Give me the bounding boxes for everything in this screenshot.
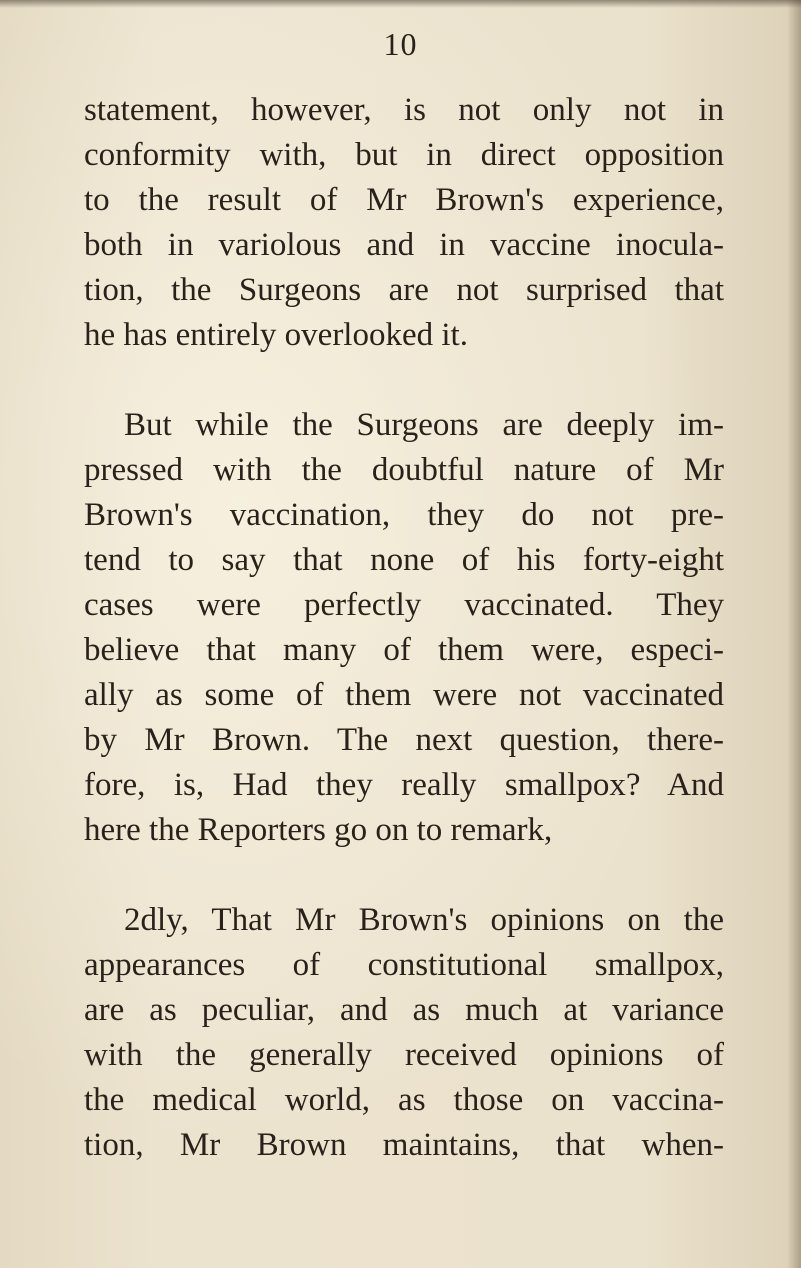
text-line: the medical world, as those on vaccina-	[84, 1082, 724, 1118]
text-line: are as peculiar, and as much at variance	[84, 992, 724, 1028]
text-line: to the result of Mr Brown's experience,	[84, 182, 724, 218]
text-line: he has entirely overlooked it.	[84, 317, 468, 353]
text-line: statement, however, is not only not in	[84, 92, 724, 128]
page-top-edge	[0, 0, 801, 8]
text-line: 2dly, That Mr Brown's opinions on the	[124, 902, 724, 938]
page-number: 10	[383, 26, 418, 62]
paragraph-3	[84, 898, 724, 1168]
paragraph-1	[84, 88, 724, 358]
page-spine-shadow	[787, 0, 801, 1268]
text-line: conformity with, but in direct opposition	[84, 137, 724, 173]
text-line: Brown's vaccination, they do not pre-	[84, 497, 724, 533]
text-line: tion, the Surgeons are not surprised that	[84, 272, 724, 308]
text-line: appearances of constitutional smallpox,	[84, 947, 724, 983]
text-line: tion, Mr Brown maintains, that when-	[84, 1127, 724, 1163]
text-line: believe that many of them were, especi-	[84, 632, 724, 668]
text-line: ally as some of them were not vaccinated	[84, 677, 724, 713]
text-line: fore, is, Had they really smallpox? And	[84, 767, 724, 803]
text-line: with the generally received opinions of	[84, 1037, 724, 1073]
text-line: pressed with the doubtful nature of Mr	[84, 452, 724, 488]
text-line: But while the Surgeons are deeply im-	[124, 407, 724, 443]
text-line: tend to say that none of his forty-eight	[84, 542, 724, 578]
text-line: here the Reporters go on to remark,	[84, 812, 553, 848]
paragraph-2	[84, 403, 724, 853]
text-line: by Mr Brown. The next question, there-	[84, 722, 724, 758]
text-line: both in variolous and in vaccine inocula-	[84, 227, 724, 263]
paragraph-gap	[84, 358, 724, 403]
text-line: cases were perfectly vaccinated. They	[84, 587, 724, 623]
paragraph-gap	[84, 853, 724, 898]
body-text	[84, 88, 724, 1168]
